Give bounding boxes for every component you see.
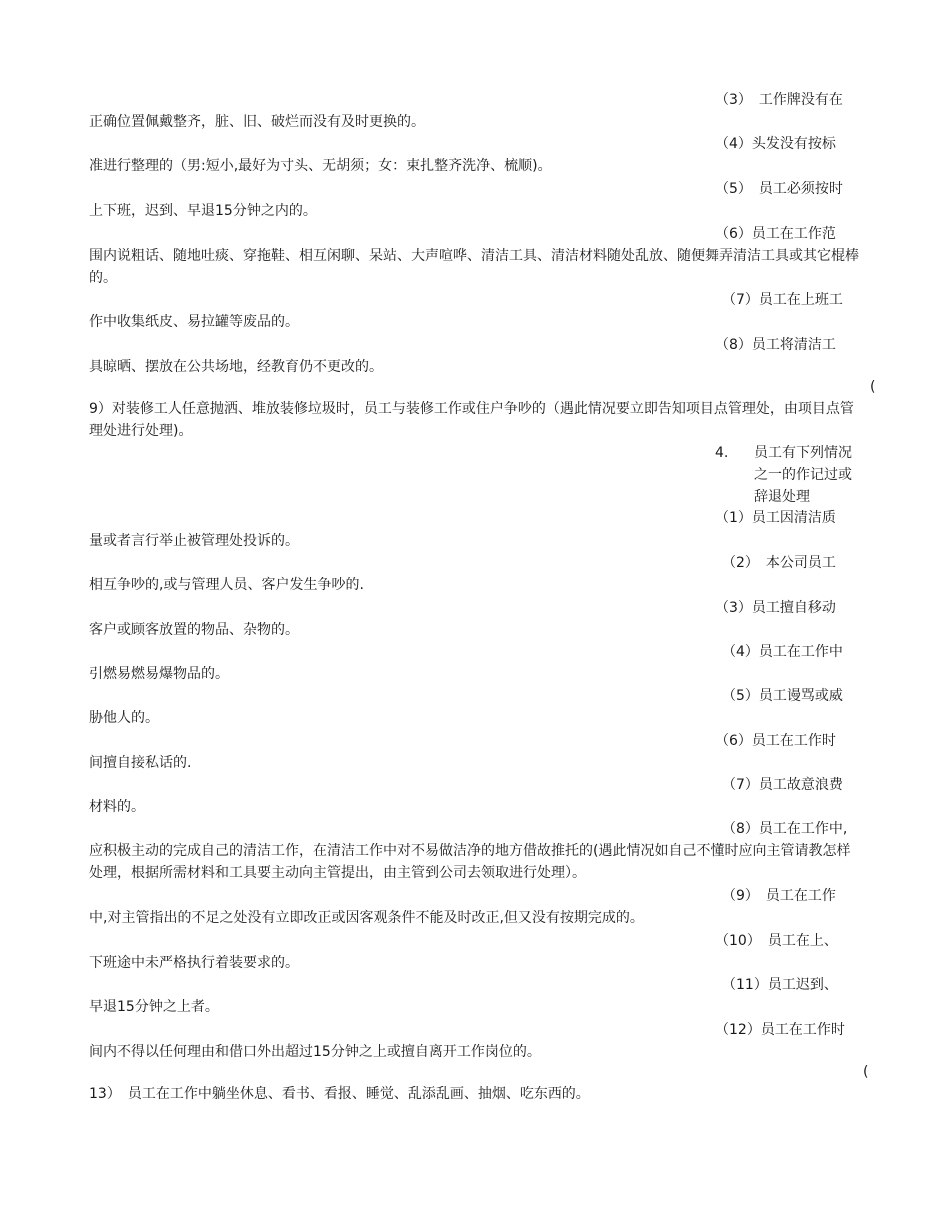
item2-12-body: 间内不得以任何理由和借口外出超过15分钟之上或擅自离开工作岗位的。 bbox=[89, 1044, 541, 1060]
item2-8-head: （8）员工在工作中, bbox=[722, 821, 848, 837]
item2-13-paren: ( bbox=[863, 1064, 869, 1080]
item-3-body: 正确位置佩戴整齐，脏、旧、破烂而没有及时更换的。 bbox=[89, 114, 425, 130]
item-5-body: 上下班，迟到、早退15分钟之内的。 bbox=[89, 203, 317, 219]
item-7-body: 作中收集纸皮、易拉罐等废品的。 bbox=[89, 314, 299, 330]
item2-9-head: （9） 员工在工作 bbox=[722, 888, 836, 904]
section-4-heading bbox=[715, 442, 852, 505]
item2-11-body: 早退15分钟之上者。 bbox=[89, 999, 219, 1015]
item2-13-body: 13） 员工在工作中躺坐休息、看书、看报、睡觉、乱添乱画、抽烟、吃东西的。 bbox=[89, 1086, 590, 1102]
item2-5-body: 胁他人的。 bbox=[89, 710, 159, 726]
item-8-head: （8）员工将清洁工 bbox=[715, 337, 836, 353]
item-9-body: 9）对装修工人任意抛洒、堆放装修垃圾时，员工与装修工作或住户争吵的（遇此情况要立即告知项目点管理处，由项目点管理处进行处理)。 bbox=[89, 401, 854, 439]
item2-5-head: （5）员工谩骂或威 bbox=[722, 688, 843, 704]
item-6-head: （6）员工在工作范 bbox=[715, 226, 836, 242]
item-6-body: 围内说粗话、随地吐痰、穿拖鞋、相互闲聊、呆站、大声喧哗、清洁工具、清洁材料随处乱放、随便舞弄清洁工具或其它棍棒的。 bbox=[89, 248, 859, 286]
item2-9-body: 中,对主管指出的不足之处没有立即改正或因客观条件不能及时改正,但又没有按期完成的。 bbox=[89, 910, 644, 926]
item2-8-body: 应积极主动的完成自己的清洁工作，在清洁工作中对不易做洁净的地方借故推托的(遇此情况如自己不懂时应向主管请教怎样处理，根据所需材料和工具要主动向主管提出，由主管到公司去领取进行处理）。 bbox=[89, 843, 851, 881]
item2-1-body: 量或者言行举止被管理处投诉的。 bbox=[89, 533, 299, 549]
item2-12-head: （12）员工在工作时 bbox=[715, 1022, 845, 1038]
section-4-title: 员工有下列情况之一的作记过或辞退处理 bbox=[754, 445, 852, 505]
item-8-body: 具晾晒、摆放在公共场地，经教育仍不更改的。 bbox=[89, 359, 383, 375]
item2-6-body: 间擅自接私话的. bbox=[89, 755, 192, 771]
item-5-head: （5） 员工必须按时 bbox=[715, 181, 843, 197]
item2-2-head: （2） 本公司员工 bbox=[722, 555, 836, 571]
item2-4-head: （4）员工在工作中 bbox=[722, 644, 843, 660]
item2-3-body: 客户或顾客放置的物品、杂物的。 bbox=[89, 622, 299, 638]
item2-10-body: 下班途中未严格执行着装要求的。 bbox=[89, 955, 299, 971]
item2-10-head: （10） 员工在上、 bbox=[715, 933, 838, 949]
item-3-head: （3） 工作牌没有在 bbox=[715, 92, 843, 108]
item-9-paren: ( bbox=[870, 379, 876, 395]
item2-2-body: 相互争吵的,或与管理人员、客户发生争吵的. bbox=[89, 577, 364, 593]
item2-7-body: 材料的。 bbox=[89, 799, 145, 815]
item-4-body: 准进行整理的（男:短小,最好为寸头、无胡须；女：束扎整齐洗净、梳顺)。 bbox=[89, 158, 552, 174]
item2-6-head: （6）员工在工作时 bbox=[715, 733, 836, 749]
section-4-number: 4. bbox=[715, 445, 729, 461]
item2-1-head: （1）员工因清洁质 bbox=[715, 510, 836, 526]
item-4-head: （4）头发没有按标 bbox=[715, 136, 836, 152]
item2-7-head: （7）员工故意浪费 bbox=[722, 777, 843, 793]
item-7-head: （7）员工在上班工 bbox=[722, 292, 843, 308]
item2-3-head: （3）员工擅自移动 bbox=[715, 600, 836, 616]
item2-4-body: 引燃易燃易爆物品的。 bbox=[89, 666, 229, 682]
item2-11-head: （11）员工迟到、 bbox=[722, 977, 838, 993]
